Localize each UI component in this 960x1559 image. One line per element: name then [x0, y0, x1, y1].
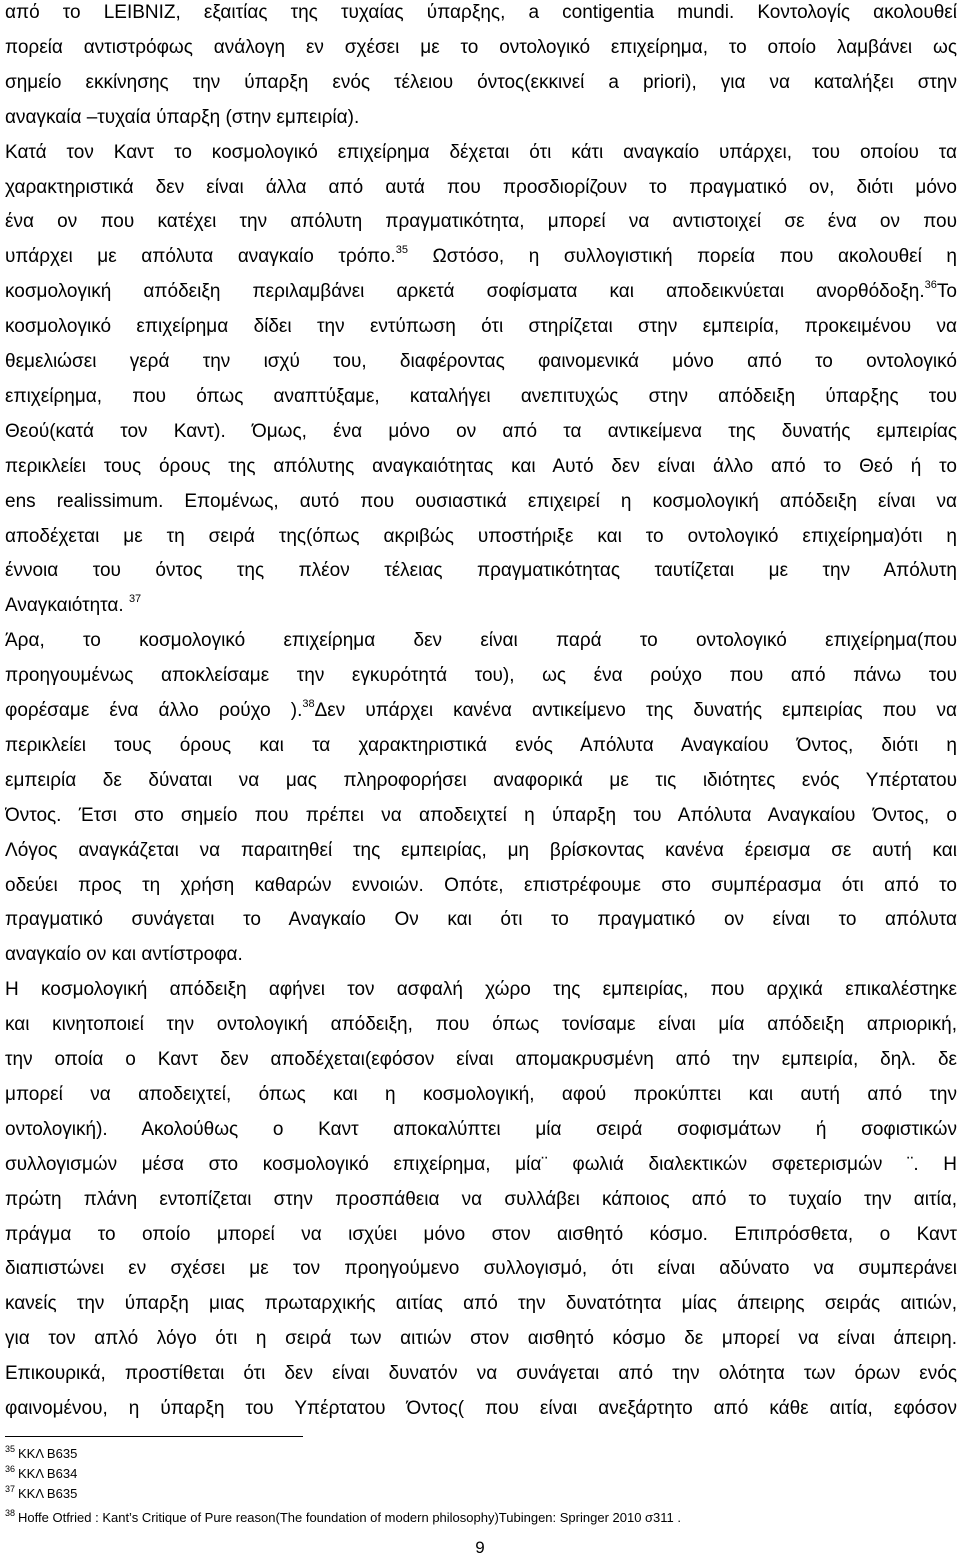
text-line — [5, 769, 957, 793]
text-line — [5, 350, 957, 374]
text-line — [5, 594, 957, 618]
text-line — [5, 245, 957, 269]
text-line — [5, 210, 957, 234]
line-text: Λόγος αναγκάζεται να παραιτηθεί της εμπειρίας, μη βρίσκοντας κανένα έρεισμα σε αυτή και — [5, 839, 957, 861]
footnote — [5, 1466, 77, 1482]
text-line — [5, 699, 957, 723]
text-line — [5, 804, 957, 828]
text-line — [5, 1292, 957, 1316]
text-line — [5, 455, 957, 479]
line-text: εμπειρία δε δύναται να μας πληροφορήσει αναφορικά με τις ιδιότητες ενός Υπέρτατου — [5, 769, 957, 791]
text-line — [5, 943, 957, 967]
text-line — [5, 1013, 957, 1037]
line-text: από το LEIBNIZ, εξαιτίας της τυχαίας ύπαρξης, a contigentia mundi. Κοντολογίς ακολουθεί — [5, 2, 957, 23]
text-line — [5, 1, 957, 25]
line-text: υπάρχει με απόλυτα αναγκαίο τρόπο. — [5, 246, 396, 268]
line-text: αποδέχεται με τη σειρά της(όπως ακριβώς υποστήριξε και το οντολογικό επιχείρημα)ότι η — [5, 525, 957, 547]
line-text: αναγκαίο ον και αντίστροφα. — [5, 944, 243, 966]
footnote-reference[interactable]: 37 — [128, 594, 142, 606]
text-line — [5, 420, 957, 444]
line-text: περικλείει τους όρους της απόλυτης αναγκαιότητας και Αυτό δεν είναι άλλο από το Θεό ή το — [5, 455, 957, 477]
page-number: 9 — [475, 1538, 485, 1557]
line-text: συλλογισμών μέσα στο κοσμολογικό επιχείρημα, μία¨ φωλιά διαλεκτικών σφετερισμών ¨. Η — [5, 1153, 957, 1175]
text-line — [5, 71, 957, 95]
line-text: χαρακτηριστικά δεν είναι άλλα από αυτά που προσδιορίζουν το πραγματικό ον, διότι μόνο — [5, 176, 957, 198]
line-text-continued: Ωστόσο, η συλλογιστική πορεία που ακολουθεί η — [407, 246, 957, 268]
footnote — [5, 1446, 77, 1462]
footnote-reference[interactable]: 38 — [302, 699, 315, 710]
line-text: κανείς την ύπαρξη μιας πρωταρχικής αιτίας από την δυνατότητα μίας άπειρης σειράς αιτιών, — [5, 1293, 957, 1315]
line-text: αναγκαία –τυχαία ύπαρξη (στην εμπειρία). — [5, 106, 360, 128]
line-text: θεμελιώσει γερά την ισχύ του, διαφέροντας φαινομενικά μόνο από το οντολογικό — [5, 351, 957, 372]
footnote — [5, 1510, 681, 1526]
line-text: κοσμολογικό επιχείρημα δίδει την εντύπωση ότι στηρίζεται στην εμπειρία, προκειμένου να — [5, 316, 957, 338]
line-text: προηγουμένως αποκλείσαμε την εγκυρότητά του), ως ένα ρούχο που από πάνω του — [5, 665, 957, 687]
text-line — [5, 176, 957, 200]
text-line — [5, 315, 957, 339]
line-text: οδεύει προς τη χρήση καθαρών εννοιών. Οπότε, επιστρέφουμε στο συμπέρασμα ότι από το — [5, 874, 957, 896]
text-line — [5, 280, 957, 304]
line-text: επιχείρημα, που όπως αναπτύξαμε, καταλήγει ανεπιτυχώς στην απόδειξη ύπαρξης του — [5, 385, 957, 407]
footnote-number: 35 — [5, 1444, 16, 1454]
footnote-number: 36 — [5, 1464, 16, 1474]
footnote-number: 38 — [5, 1508, 16, 1518]
line-text: περικλείει τους όρους και τα χαρακτηριστικά ενός Απόλυτα Αναγκαίου Όντος, διότι η — [5, 734, 957, 756]
footnote-separator — [5, 1436, 303, 1437]
line-text: έννοια του όντος της πλέον τέλειας πραγματικότητας ταυτίζεται με την Απόλυτη — [5, 560, 957, 582]
text-line — [5, 1327, 957, 1351]
line-text: σημείο εκκίνησης την ύπαρξη ενός τέλειου όντος(εκκινεί a priori), για να καταλήξει στην — [5, 71, 957, 93]
line-text: Όντος. Έτσι στο σημείο που πρέπει να αποδειχτεί η ύπαρξη του Απόλυτα Αναγκαίου Όντος, ο — [5, 804, 957, 826]
text-line — [5, 106, 957, 130]
footnote-reference[interactable]: 35 — [395, 245, 408, 257]
line-text: Αναγκαιότητα. — [5, 595, 129, 617]
footnote-text: ΚΚΛ Β635 — [18, 1486, 78, 1501]
text-line — [5, 664, 957, 688]
footnote-reference[interactable]: 36 — [924, 280, 937, 292]
text-line — [5, 385, 957, 409]
line-text: κοσμολογική απόδειξη περιλαμβάνει αρκετά σοφίσματα και αποδεικνύεται ανορθόδοξη. — [5, 281, 925, 303]
footnote-number: 37 — [5, 1484, 16, 1494]
line-text: Επικουρικά, προστίθεται ότι δεν είναι δυνατόν να συνάγεται από την ολότητα των όρων ενός — [5, 1363, 957, 1385]
line-text: πράγμα το οποίο μπορεί να ισχύει μόνο στον αισθητό κόσμο. Επιπρόσθετα, ο Καντ — [5, 1223, 957, 1245]
text-line — [5, 490, 957, 514]
line-text: Η κοσμολογική απόδειξη αφήνει τον ασφαλή χώρο της εμπειρίας, που αρχικά επικαλέστηκε — [5, 979, 957, 1001]
text-line — [5, 1153, 957, 1177]
text-line — [5, 36, 957, 60]
line-text: πρώτη πλάνη εντοπίζεται στην προσπάθεια να συλλάβει κάποιος από το τυχαίο την αιτία, — [5, 1188, 957, 1210]
text-line — [5, 1257, 957, 1281]
footnote-text: ΚΚΛ Β634 — [18, 1466, 78, 1481]
text-line — [5, 978, 957, 1002]
line-text: την οποία ο Καντ δεν αποδέχεται(εφόσον είναι απομακρυσμένη από την εμπειρία, δηλ. δε — [5, 1049, 957, 1070]
footnote — [5, 1486, 77, 1502]
line-text: Άρα, το κοσμολογικό επιχείρημα δεν είναι παρά το οντολογικό επιχείρημα(που — [5, 630, 957, 652]
footnote-text: Hoffe Otfried : Kant’s Critique of Pure reason(The foundation of modern philosophy)Tubingen: Springer 2010 σ311 . — [18, 1510, 682, 1525]
line-text-continued: Το — [936, 281, 957, 303]
text-line — [5, 141, 957, 165]
text-line — [5, 908, 957, 932]
text-line — [5, 734, 957, 758]
text-line — [5, 1118, 957, 1142]
text-line — [5, 839, 957, 863]
text-line — [5, 559, 957, 583]
line-text: και κινητοποιεί την οντολογική απόδειξη, που όπως τονίσαμε είναι μία απόδειξη απριορική, — [5, 1014, 957, 1036]
text-line — [5, 525, 957, 549]
line-text: φαινομένου, η ύπαρξη του Υπέρτατου Όντος( που είναι ανεξάρτητο από κάθε αιτία, εφόσον — [5, 1398, 957, 1419]
text-line — [5, 1223, 957, 1247]
text-line — [5, 874, 957, 898]
text-line — [5, 1362, 957, 1386]
line-text: μπορεί να αποδειχτεί, όπως και η κοσμολογική, αφού προκύπτει και αυτή από την — [5, 1083, 957, 1105]
line-text: οντολογική). Ακολούθως ο Καντ αποκαλύπτει μία σειρά σοφισμάτων ή σοφιστικών — [5, 1118, 957, 1140]
line-text: ένα ον που κατέχει την απόλυτη πραγματικότητα, μπορεί να αντιστοιχεί σε ένα ον που — [5, 211, 957, 233]
line-text: πραγματικό συνάγεται το Αναγκαίο Ον και ότι το πραγματικό ον είναι το απόλυτα — [5, 909, 957, 931]
footnote-text: ΚΚΛ Β635 — [18, 1446, 78, 1461]
line-text: ens realissimum. Επομένως, αυτό που ουσιαστικά επιχειρεί η κοσμολογική απόδειξη είναι να — [5, 490, 957, 512]
line-text: για τον απλό λόγο ότι η σειρά των αιτιών στον αισθητό κόσμο δε μπορεί να είναι άπειρη. — [5, 1328, 957, 1350]
line-text: διαπιστώνει εν σχέσει με τον προηγούμενο συλλογισμό, ότι είναι αδύνατο να συμπεράνει — [5, 1258, 957, 1280]
line-text: φορέσαμε ένα άλλο ρούχο ). — [5, 700, 303, 721]
text-line — [5, 1397, 957, 1421]
line-text-continued: Δεν υπάρχει κανένα αντικείμενο της δυνατής εμπειρίας που να — [314, 700, 957, 721]
text-line — [5, 1083, 957, 1107]
text-line — [5, 629, 957, 653]
line-text: πορεία αντιστρόφως ανάλογη εν σχέσει με το οντολογικό επιχείρημα, το οποίο λαμβάνει ως — [5, 36, 957, 58]
text-line — [5, 1188, 957, 1212]
line-text: Κατά τον Καντ το κοσμολογικό επιχείρημα δέχεται ότι κάτι αναγκαίο υπάρχει, του οποίου τα — [5, 141, 957, 163]
text-line — [5, 1048, 957, 1072]
line-text: Θεού(κατά τον Καντ). Όμως, ένα μόνο ον από τα αντικείμενα της δυνατής εμπειρίας — [5, 420, 957, 442]
